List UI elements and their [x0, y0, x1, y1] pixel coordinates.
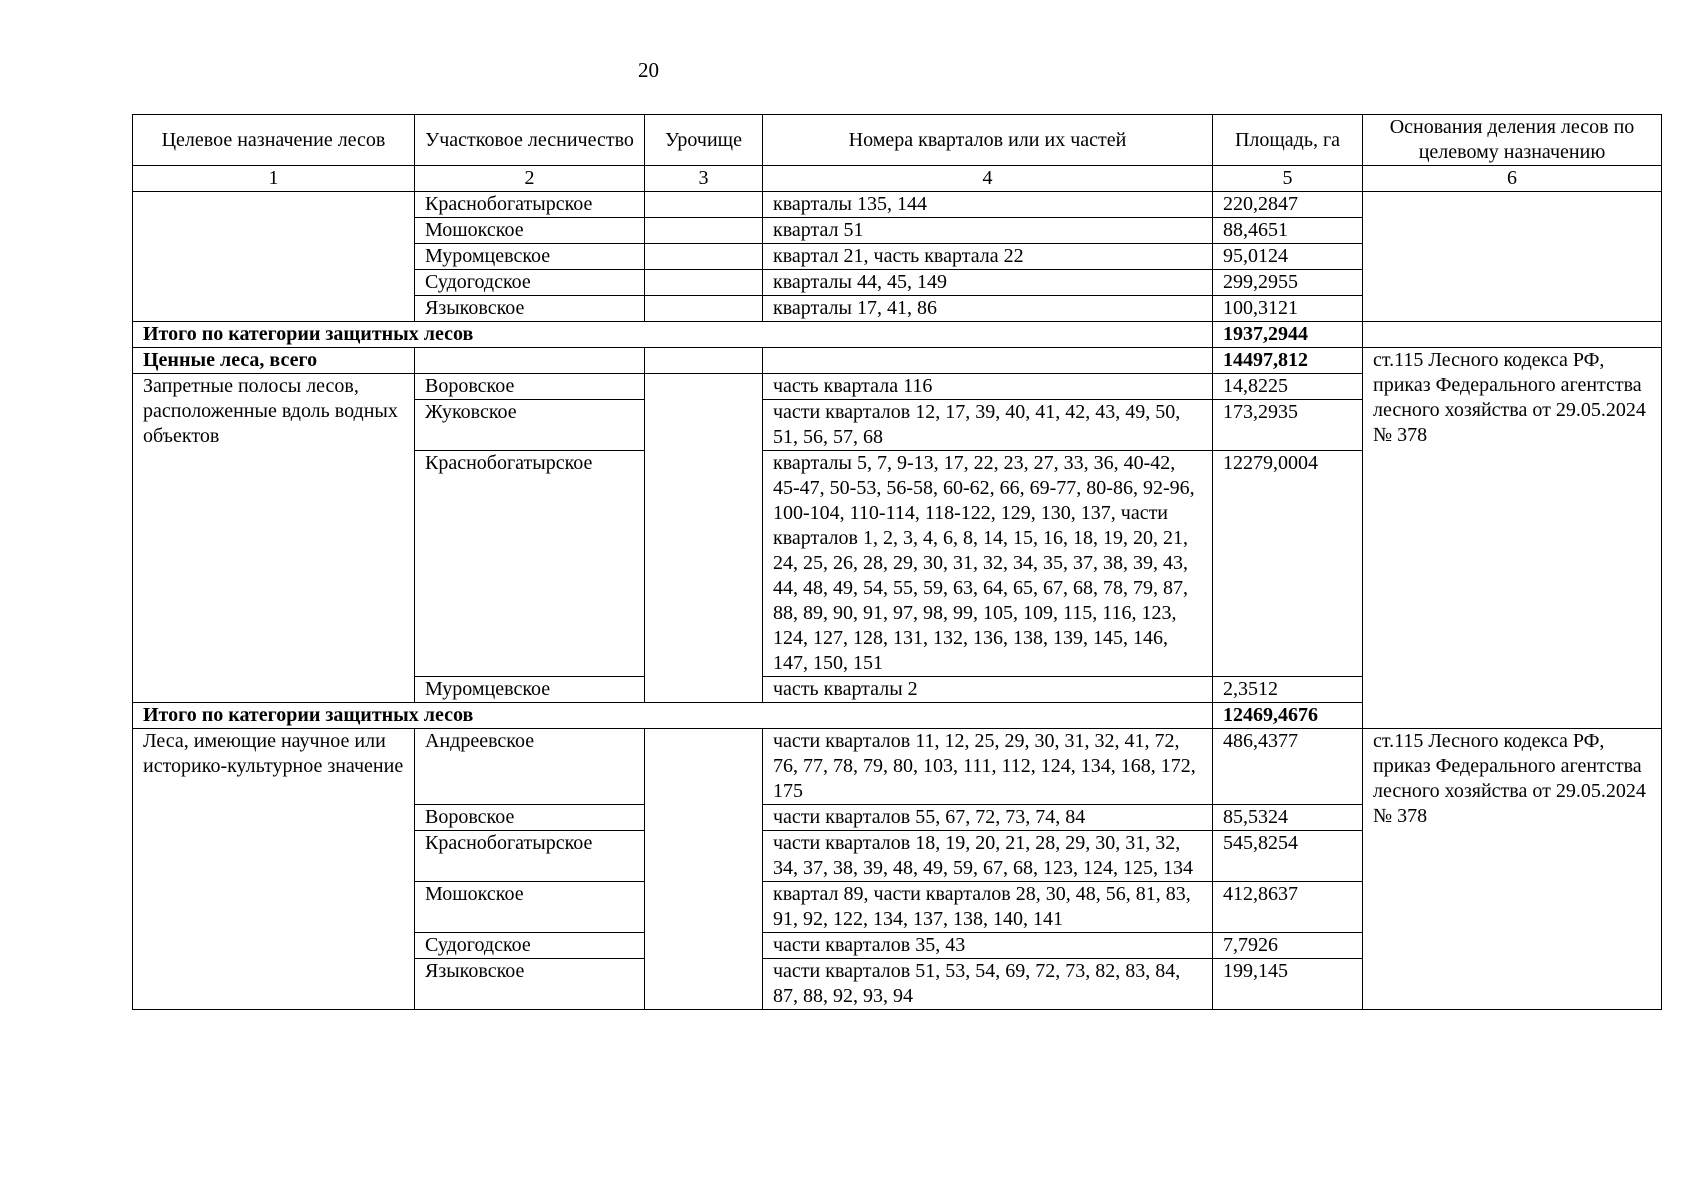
tract-cell: [645, 348, 763, 374]
area-cell: 95,0124: [1213, 244, 1363, 270]
forestry-cell: Муромцевское: [415, 677, 645, 703]
tract-cell: [645, 729, 763, 1010]
valuable-forests-area: 14497,812: [1213, 348, 1363, 374]
column-number: 2: [415, 166, 645, 192]
total-area: 1937,2944: [1213, 322, 1363, 348]
page-number: 20: [638, 58, 659, 82]
table-header-row: [133, 115, 1662, 166]
total-label: Итого по категории защитных лесов: [133, 322, 1213, 348]
quarters-cell: квартал 89, части кварталов 28, 30, 48, 56, 81, 83, 91, 92, 122, 134, 137, 138, 140, 141: [763, 882, 1213, 933]
header-basis: Основания деления лесов по целевому назначению: [1363, 115, 1662, 166]
forestry-cell: Мошокское: [415, 218, 645, 244]
quarters-cell: части кварталов 18, 19, 20, 21, 28, 29, 30, 31, 32, 34, 37, 38, 39, 48, 49, 59, 67, 68, 123, 124, 125, 134: [763, 831, 1213, 882]
header-area: Площадь, га: [1213, 115, 1363, 166]
forest-purpose-table: [132, 114, 1662, 1010]
quarters-cell: квартал 21, часть квартала 22: [763, 244, 1213, 270]
quarters-cell: квартал 51: [763, 218, 1213, 244]
basis-cell: ст.115 Лесного кодекса РФ, приказ Федерального агентства лесного хозяйства от 29.05.2024 № 378: [1363, 729, 1662, 1010]
quarters-cell: части кварталов 51, 53, 54, 69, 72, 73, 82, 83, 84, 87, 88, 92, 93, 94: [763, 959, 1213, 1010]
tract-cell: [645, 244, 763, 270]
forestry-cell: Воровское: [415, 374, 645, 400]
forestry-cell: [415, 348, 645, 374]
area-cell: 100,3121: [1213, 296, 1363, 322]
forestry-cell: Языковское: [415, 959, 645, 1010]
quarters-cell: часть кварталы 2: [763, 677, 1213, 703]
area-cell: 412,8637: [1213, 882, 1363, 933]
area-cell: 7,7926: [1213, 933, 1363, 959]
header-purpose: Целевое назначение лесов: [133, 115, 415, 166]
area-cell: 220,2847: [1213, 192, 1363, 218]
forestry-cell: Воровское: [415, 805, 645, 831]
table-row: [133, 192, 1662, 218]
total-label: Итого по категории защитных лесов: [133, 703, 1213, 729]
area-cell: 14,8225: [1213, 374, 1363, 400]
header-forestry: Участковое лесничество: [415, 115, 645, 166]
column-number: 5: [1213, 166, 1363, 192]
area-cell: 173,2935: [1213, 400, 1363, 451]
column-number-row: [133, 166, 1662, 192]
quarters-cell: части кварталов 35, 43: [763, 933, 1213, 959]
forestry-cell: Жуковское: [415, 400, 645, 451]
basis-cell: [1363, 322, 1662, 348]
quarters-cell: части кварталов 12, 17, 39, 40, 41, 42, 43, 49, 50, 51, 56, 57, 68: [763, 400, 1213, 451]
purpose-cell: [133, 192, 415, 322]
forestry-cell: Языковское: [415, 296, 645, 322]
quarters-cell: кварталы 135, 144: [763, 192, 1213, 218]
area-cell: 299,2955: [1213, 270, 1363, 296]
forestry-cell: Судогодское: [415, 270, 645, 296]
header-quarters: Номера кварталов или их частей: [763, 115, 1213, 166]
total-area: 12469,4676: [1213, 703, 1363, 729]
quarters-cell: кварталы 17, 41, 86: [763, 296, 1213, 322]
purpose-cell: Леса, имеющие научное или историко-культурное значение: [133, 729, 415, 1010]
area-cell: 545,8254: [1213, 831, 1363, 882]
valuable-forests-row: [133, 348, 1662, 374]
quarters-cell: кварталы 5, 7, 9-13, 17, 22, 23, 27, 33, 36, 40-42, 45-47, 50-53, 56-58, 60-62, 66, 69-77, 80-86, 92-96, 100-104, 110-114, 118-122, 129, 130, 137, части кварталов 1, 2, 3, 4, 6, 8, 14, 15, 16, 18, 19, 20, 21, 24, 25, 26, 28, 29, 30, 31, 32, 34, 35, 37, 38, 39, 43, 44, 48, 49, 54, 55, 59, 63, 64, 65, 67, 68, 78, 79, 87, 88, 89, 90, 91, 97, 98, 99, 105, 109, 115, 116, 123, 124, 127, 128, 131, 132, 136, 138, 139, 145, 146, 147, 150, 151: [763, 451, 1213, 677]
forestry-cell: Андреевское: [415, 729, 645, 805]
header-tract: Урочище: [645, 115, 763, 166]
quarters-cell: часть квартала 116: [763, 374, 1213, 400]
total-row: [133, 322, 1662, 348]
area-cell: 88,4651: [1213, 218, 1363, 244]
tract-cell: [645, 296, 763, 322]
valuable-forests-label: Ценные леса, всего: [133, 348, 415, 374]
area-cell: 12279,0004: [1213, 451, 1363, 677]
table-row: [133, 729, 1662, 805]
forestry-cell: Краснобогатырское: [415, 451, 645, 677]
quarters-cell: части кварталов 11, 12, 25, 29, 30, 31, 32, 41, 72, 76, 77, 78, 79, 80, 103, 111, 112, 124, 134, 168, 172, 175: [763, 729, 1213, 805]
quarters-cell: [763, 348, 1213, 374]
forestry-cell: Краснобогатырское: [415, 831, 645, 882]
area-cell: 486,4377: [1213, 729, 1363, 805]
tract-cell: [645, 270, 763, 296]
area-cell: 2,3512: [1213, 677, 1363, 703]
forestry-cell: Мошокское: [415, 882, 645, 933]
column-number: 3: [645, 166, 763, 192]
tract-cell: [645, 374, 763, 703]
basis-cell: [1363, 192, 1662, 322]
forestry-cell: Краснобогатырское: [415, 192, 645, 218]
quarters-cell: кварталы 44, 45, 149: [763, 270, 1213, 296]
forestry-cell: Судогодское: [415, 933, 645, 959]
forestry-cell: Муромцевское: [415, 244, 645, 270]
purpose-cell: Запретные полосы лесов, расположенные вдоль водных объектов: [133, 374, 415, 703]
column-number: 4: [763, 166, 1213, 192]
area-cell: 199,145: [1213, 959, 1363, 1010]
tract-cell: [645, 218, 763, 244]
basis-cell: ст.115 Лесного кодекса РФ, приказ Федерального агентства лесного хозяйства от 29.05.2024 № 378: [1363, 348, 1662, 729]
quarters-cell: части кварталов 55, 67, 72, 73, 74, 84: [763, 805, 1213, 831]
tract-cell: [645, 192, 763, 218]
column-number: 6: [1363, 166, 1662, 192]
area-cell: 85,5324: [1213, 805, 1363, 831]
column-number: 1: [133, 166, 415, 192]
